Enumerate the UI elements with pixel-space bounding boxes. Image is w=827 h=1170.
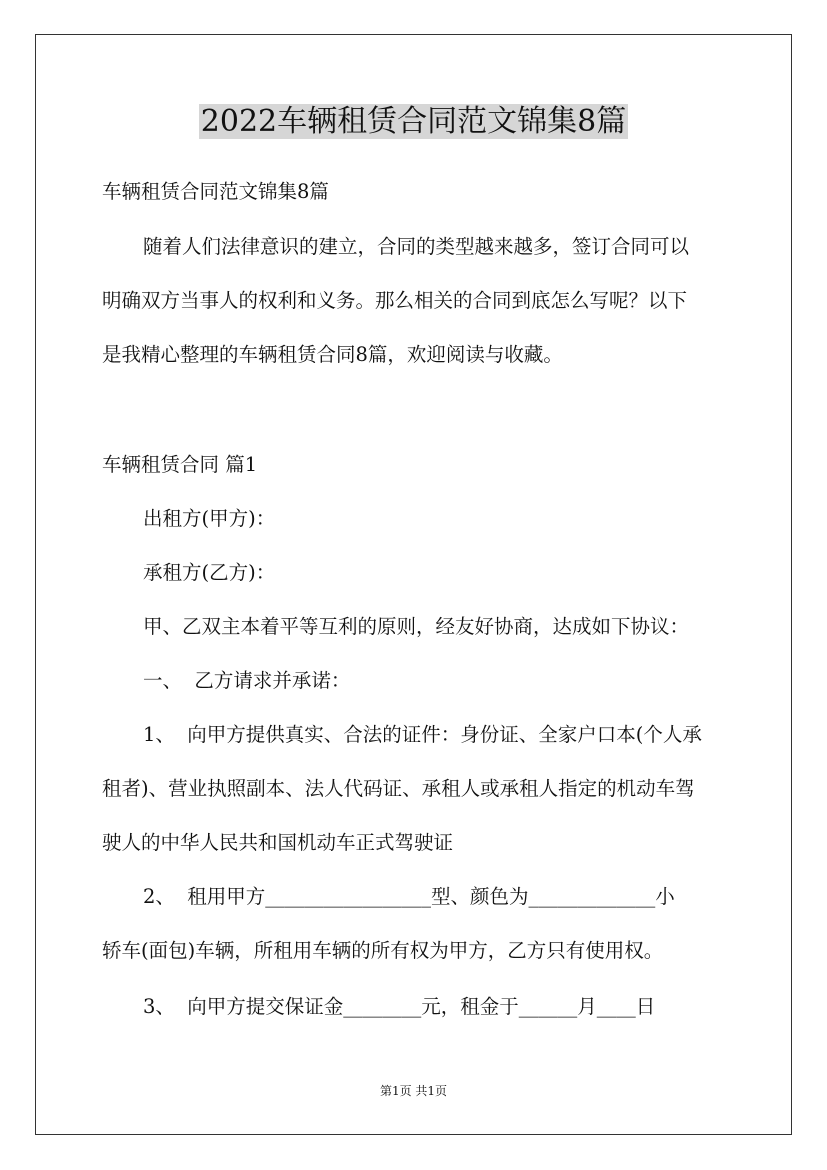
- intro-line-2: 明确双方当事人的权利和义务。那么相关的合同到底怎么写呢？以下: [102, 289, 688, 312]
- item1-line-1: 1、 向甲方提供真实、合法的证件：身份证、全家户口本(个人承: [143, 723, 702, 746]
- lessor-line: 出租方(甲方)：: [143, 507, 276, 530]
- item1-line-3: 驶人的中华人民共和国机动车正式驾驶证: [102, 831, 454, 854]
- document-subtitle: 车辆租赁合同范文锦集8篇: [102, 180, 329, 203]
- section-heading: 车辆租赁合同 篇1: [102, 453, 258, 476]
- title-text: 2022车辆租赁合同范文锦集8篇: [200, 104, 627, 139]
- clause-heading: 一、 乙方请求并承诺：: [143, 669, 351, 692]
- item2-line-1: 2、 租用甲方_________________型、颜色为_____________小: [143, 885, 675, 908]
- intro-line-3: 是我精心整理的车辆租赁合同8篇，欢迎阅读与收藏。: [102, 343, 563, 366]
- lessee-line: 承租方(乙方)：: [143, 561, 276, 584]
- page-footer: 第1页 共1页: [379, 1084, 448, 1098]
- item2-line-2: 轿车(面包)车辆，所租用车辆的所有权为甲方，乙方只有使用权。: [102, 939, 664, 962]
- item1-line-2: 租者)、营业执照副本、法人代码证、承租人或承租人指定的机动车驾: [102, 777, 695, 800]
- intro-line-1: 随着人们法律意识的建立，合同的类型越来越多，签订合同可以: [143, 235, 690, 258]
- agreement-line: 甲、乙双主本着平等互利的原则，经友好协商，达成如下协议：: [143, 615, 690, 638]
- document-title: [0, 100, 827, 144]
- item3-line-1: 3、 向甲方提交保证金________元，租金于______月____日: [143, 995, 656, 1018]
